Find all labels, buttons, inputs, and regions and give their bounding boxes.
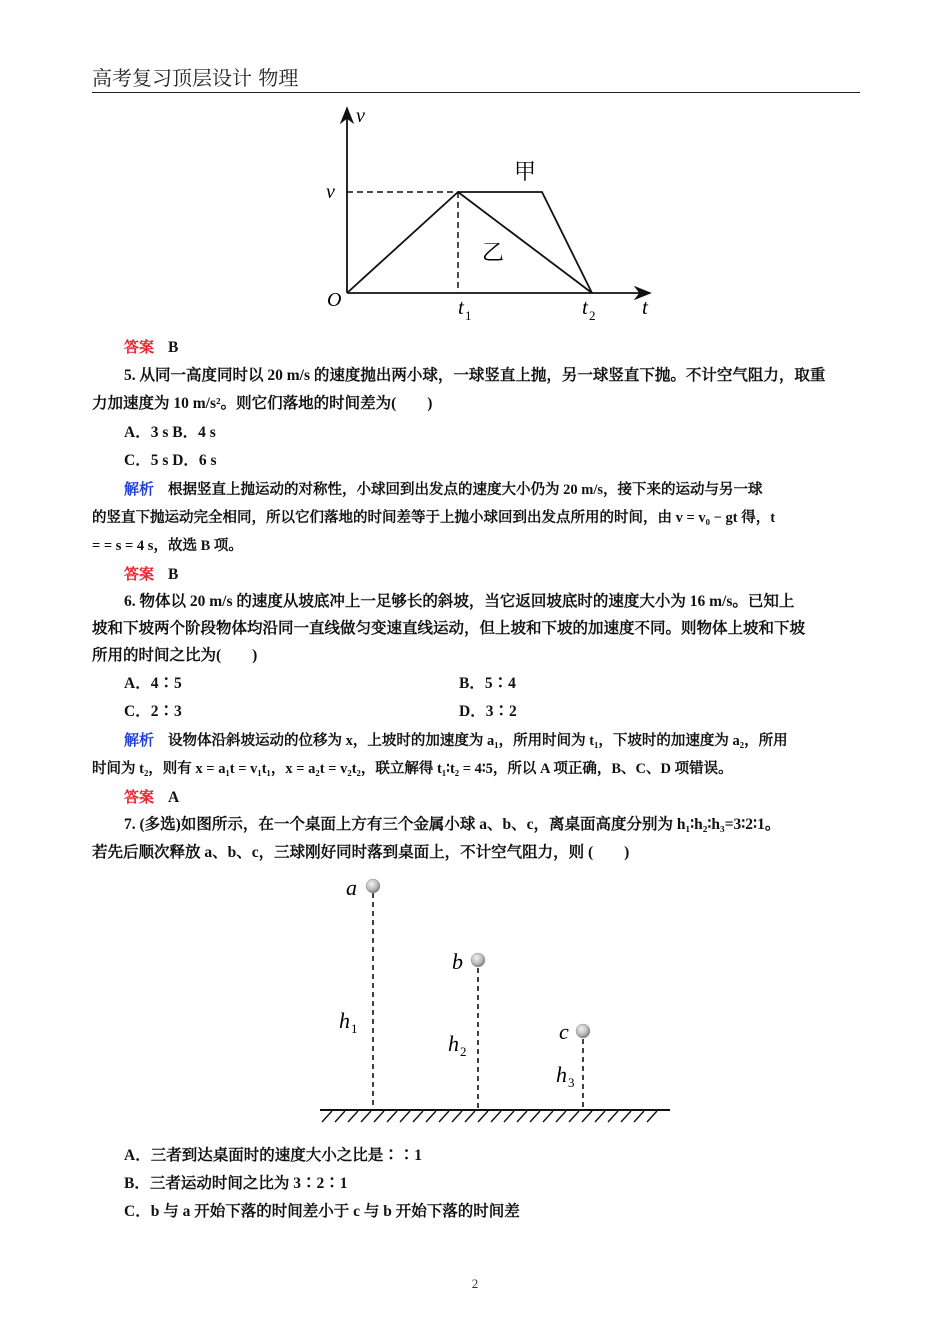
ball-c xyxy=(576,1024,590,1038)
curve-yi xyxy=(458,192,592,293)
t1-label: t xyxy=(458,295,464,319)
q6-option-c: C．2∶3 xyxy=(124,703,182,720)
q5-option-b: B．4 s xyxy=(172,424,216,441)
t1-sub: 1 xyxy=(465,308,472,323)
answer-label: 答案 xyxy=(124,788,155,806)
q6-stem-line1: 6. 物体以 20 m/s 的速度从坡底冲上一足够长的斜坡，当它返回坡底时的速度大小为 16 m/s。已知上 xyxy=(124,593,795,610)
falling-balls-figure xyxy=(310,865,680,1130)
q5-analysis-line3: = = s = 4 s，故选 B 项。 xyxy=(92,538,243,554)
q6-option-b: B．5∶4 xyxy=(459,675,516,692)
q7-stem-line1: 7. (多选)如图所示，在一个桌面上方有三个金属小球 a、b、c，离桌面高度分别为 h₁∶h₂∶h₃=3∶2∶1。 xyxy=(124,816,781,833)
ball-c-label: c xyxy=(559,1019,569,1044)
ball-a xyxy=(366,879,380,893)
q5-stem-line1: 5. 从同一高度同时以 20 m/s 的速度抛出两小球，一球竖直上抛，另一球竖直下抛。不计空气阻力，取重 xyxy=(124,367,826,384)
answer-label: 答案 xyxy=(124,338,155,356)
t2-label: t xyxy=(582,295,588,319)
h3-sub: 3 xyxy=(568,1075,575,1090)
q5-options-cd xyxy=(124,451,894,471)
curve-jia-label: 甲 xyxy=(514,160,537,185)
q6-analysis-line1: 解析 设物体沿斜坡运动的位移为 x，上坡时的加速度为 a₁，所用时间为 t₁，下坡时的加速度为 a₂，所用 xyxy=(124,731,788,749)
curve-yi-label: 乙 xyxy=(482,241,505,266)
q5-analysis-line2: 的竖直下抛运动完全相同，所以它们落地的时间差等于上抛小球回到出发点所用的时间，由 v = v₀ − gt 得，t xyxy=(92,510,776,526)
q7-option-c: C．b 与 a 开始下落的时间差小于 c 与 b 开始下落的时间差 xyxy=(124,1203,520,1220)
q6-option-d: D．3∶2 xyxy=(459,703,517,720)
q5-options-ab xyxy=(124,423,894,443)
h3-label: h xyxy=(556,1062,567,1087)
h1-sub: 1 xyxy=(351,1021,358,1036)
ball-b xyxy=(471,953,485,967)
answer-label: 答案 xyxy=(124,565,155,583)
q7-option-a: A．三者到达桌面时的速度大小之比是∶∶1 xyxy=(124,1147,422,1164)
answer-value: A xyxy=(168,789,180,806)
q5-option-c: C．5 s xyxy=(124,452,169,469)
q7-option-b: B．三者运动时间之比为 3∶2∶1 xyxy=(124,1175,348,1192)
analysis-label: 解析 xyxy=(124,480,155,498)
answer-value: B xyxy=(168,566,179,583)
y-axis-label: v xyxy=(356,105,365,127)
q6-stem-line3: 所用的时间之比为( ) xyxy=(92,647,258,664)
answer-value: B xyxy=(168,339,179,356)
t2-sub: 2 xyxy=(589,308,596,323)
ball-a-label: a xyxy=(346,875,357,900)
ball-b-label: b xyxy=(452,949,463,974)
q5-stem-line2: 力加速度为 10 m/s²。则它们落地的时间差为( ) xyxy=(92,395,433,412)
q6-analysis-line2: 时间为 t₂，则有 x = a₁t = v₁t₁，x = a₂t = v₂t₂，联立解得 t₁∶t₂ = 4∶5，所以 A 项正确，B、C、D 项错误。 xyxy=(92,761,733,777)
q5-option-d: D．6 s xyxy=(172,452,217,469)
curve-jia xyxy=(347,192,592,293)
analysis-label: 解析 xyxy=(124,731,155,749)
q5-answer xyxy=(124,564,894,585)
vt-graph-figure xyxy=(320,100,670,330)
page-header xyxy=(92,64,860,93)
h2-sub: 2 xyxy=(460,1044,467,1059)
h1-label: h xyxy=(339,1008,350,1033)
v-tick-label: v xyxy=(326,181,335,203)
q6-option-a: A．4∶5 xyxy=(124,675,182,692)
h2-label: h xyxy=(448,1031,459,1056)
q6-stem-line2: 坡和下坡两个阶段物体均沿同一直线做匀变速直线运动，但上坡和下坡的加速度不同。则物体上坡和下坡 xyxy=(92,620,806,637)
q7-stem-line2: 若先后顺次释放 a、b、c，三球刚好同时落到桌面上，不计空气阻力，则 ( ) xyxy=(92,844,630,861)
x-axis-label: t xyxy=(642,295,648,319)
header-title: 高考复习顶层设计 物理 xyxy=(92,66,299,90)
q5-option-a: A．3 s xyxy=(124,424,169,441)
answer-4 xyxy=(124,337,894,358)
origin-label: O xyxy=(327,289,342,311)
q6-answer xyxy=(124,787,894,808)
page-number: 2 xyxy=(471,1276,479,1291)
q5-analysis-line1: 解析 根据竖直上抛运动的对称性，小球回到出发点的速度大小仍为 20 m/s，接下来的运动与另一球 xyxy=(124,480,763,498)
